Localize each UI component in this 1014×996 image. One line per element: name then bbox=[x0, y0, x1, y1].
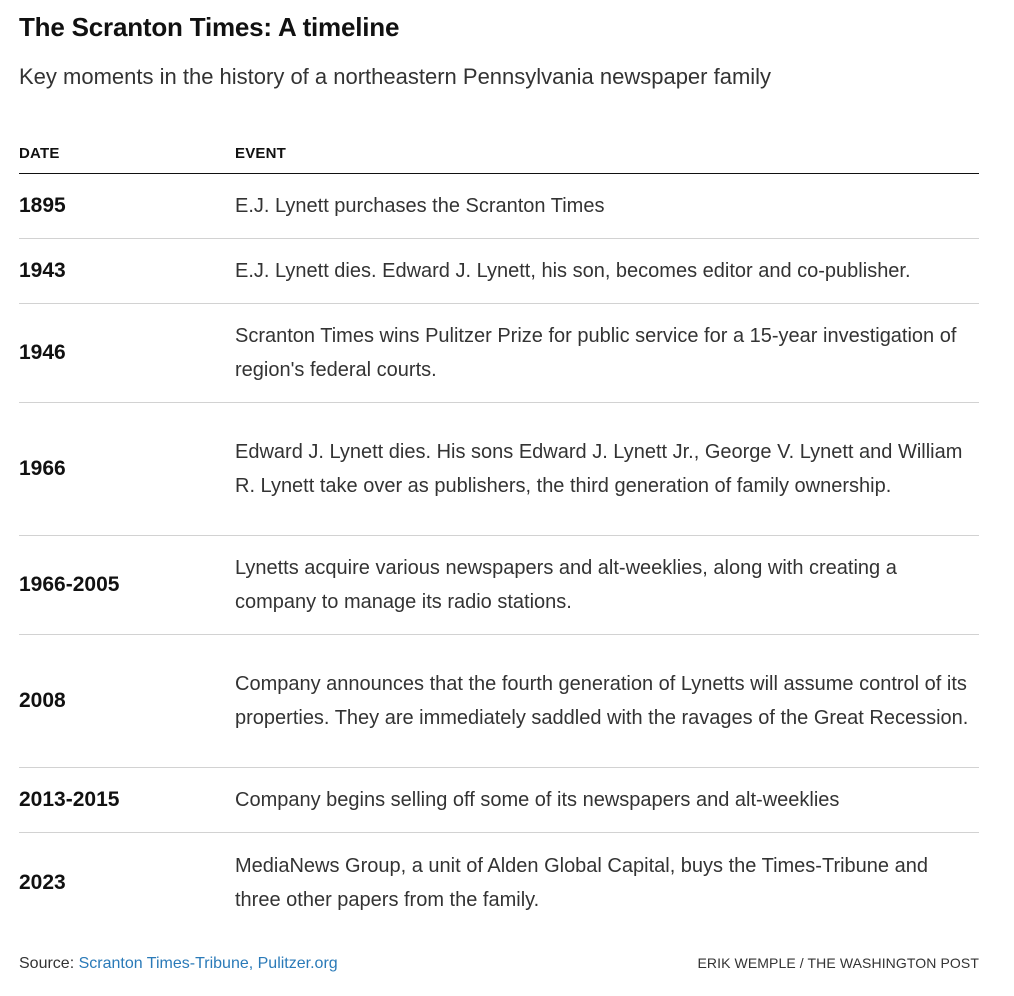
table-row bbox=[19, 239, 979, 304]
row-date: 1895 bbox=[19, 194, 66, 217]
row-event: Scranton Times wins Pulitzer Prize for public service for a 15-year investigation of region's federal courts. bbox=[235, 325, 957, 381]
row-event: Company announces that the fourth generation of Lynetts will assume control of its properties. They are immediately saddled with the ravages of the Great Recession. bbox=[235, 673, 969, 729]
table-row bbox=[19, 833, 979, 932]
table-row bbox=[19, 174, 979, 239]
row-event: MediaNews Group, a unit of Alden Global Capital, buys the Times-Tribune and three other papers from the family. bbox=[235, 854, 928, 911]
source-label: Source: bbox=[19, 955, 75, 972]
column-header-date: DATE bbox=[19, 144, 60, 162]
row-date: 1966-2005 bbox=[19, 573, 120, 596]
page-title: The Scranton Times: A timeline bbox=[19, 12, 400, 42]
source-note bbox=[19, 955, 338, 973]
column-header-event: EVENT bbox=[235, 144, 287, 162]
row-event: E.J. Lynett dies. Edward J. Lynett, his son, becomes editor and co-publisher. bbox=[235, 260, 911, 282]
credit-line: ERIK WEMPLE / THE WASHINGTON POST bbox=[697, 955, 979, 971]
footer bbox=[19, 955, 979, 973]
table-row bbox=[19, 304, 979, 403]
table-row bbox=[19, 635, 979, 768]
row-event: Lynetts acquire various newspapers and alt-weeklies, along with creating a company to manage its radio stations. bbox=[235, 557, 897, 613]
row-date: 1966 bbox=[19, 457, 66, 480]
row-date: 2013-2015 bbox=[19, 788, 120, 811]
table-row bbox=[19, 768, 979, 833]
table-row bbox=[19, 536, 979, 635]
row-date: 1946 bbox=[19, 341, 66, 364]
table-header bbox=[19, 133, 979, 174]
row-date: 2008 bbox=[19, 689, 66, 712]
page-subtitle: Key moments in the history of a northeastern Pennsylvania newspaper family bbox=[19, 64, 772, 89]
row-date: 1943 bbox=[19, 259, 66, 282]
row-event: Edward J. Lynett dies. His sons Edward J. Lynett Jr., George V. Lynett and William R. Lynett take over as publishers, the third generation of family ownership. bbox=[235, 441, 963, 497]
source-link[interactable]: Scranton Times-Tribune, Pulitzer.org bbox=[78, 955, 338, 972]
row-event: Company begins selling off some of its newspapers and alt-weeklies bbox=[235, 789, 840, 811]
table-row bbox=[19, 403, 979, 536]
timeline-table bbox=[19, 133, 979, 932]
row-date: 2023 bbox=[19, 870, 66, 894]
row-event: E.J. Lynett purchases the Scranton Times bbox=[235, 195, 605, 217]
